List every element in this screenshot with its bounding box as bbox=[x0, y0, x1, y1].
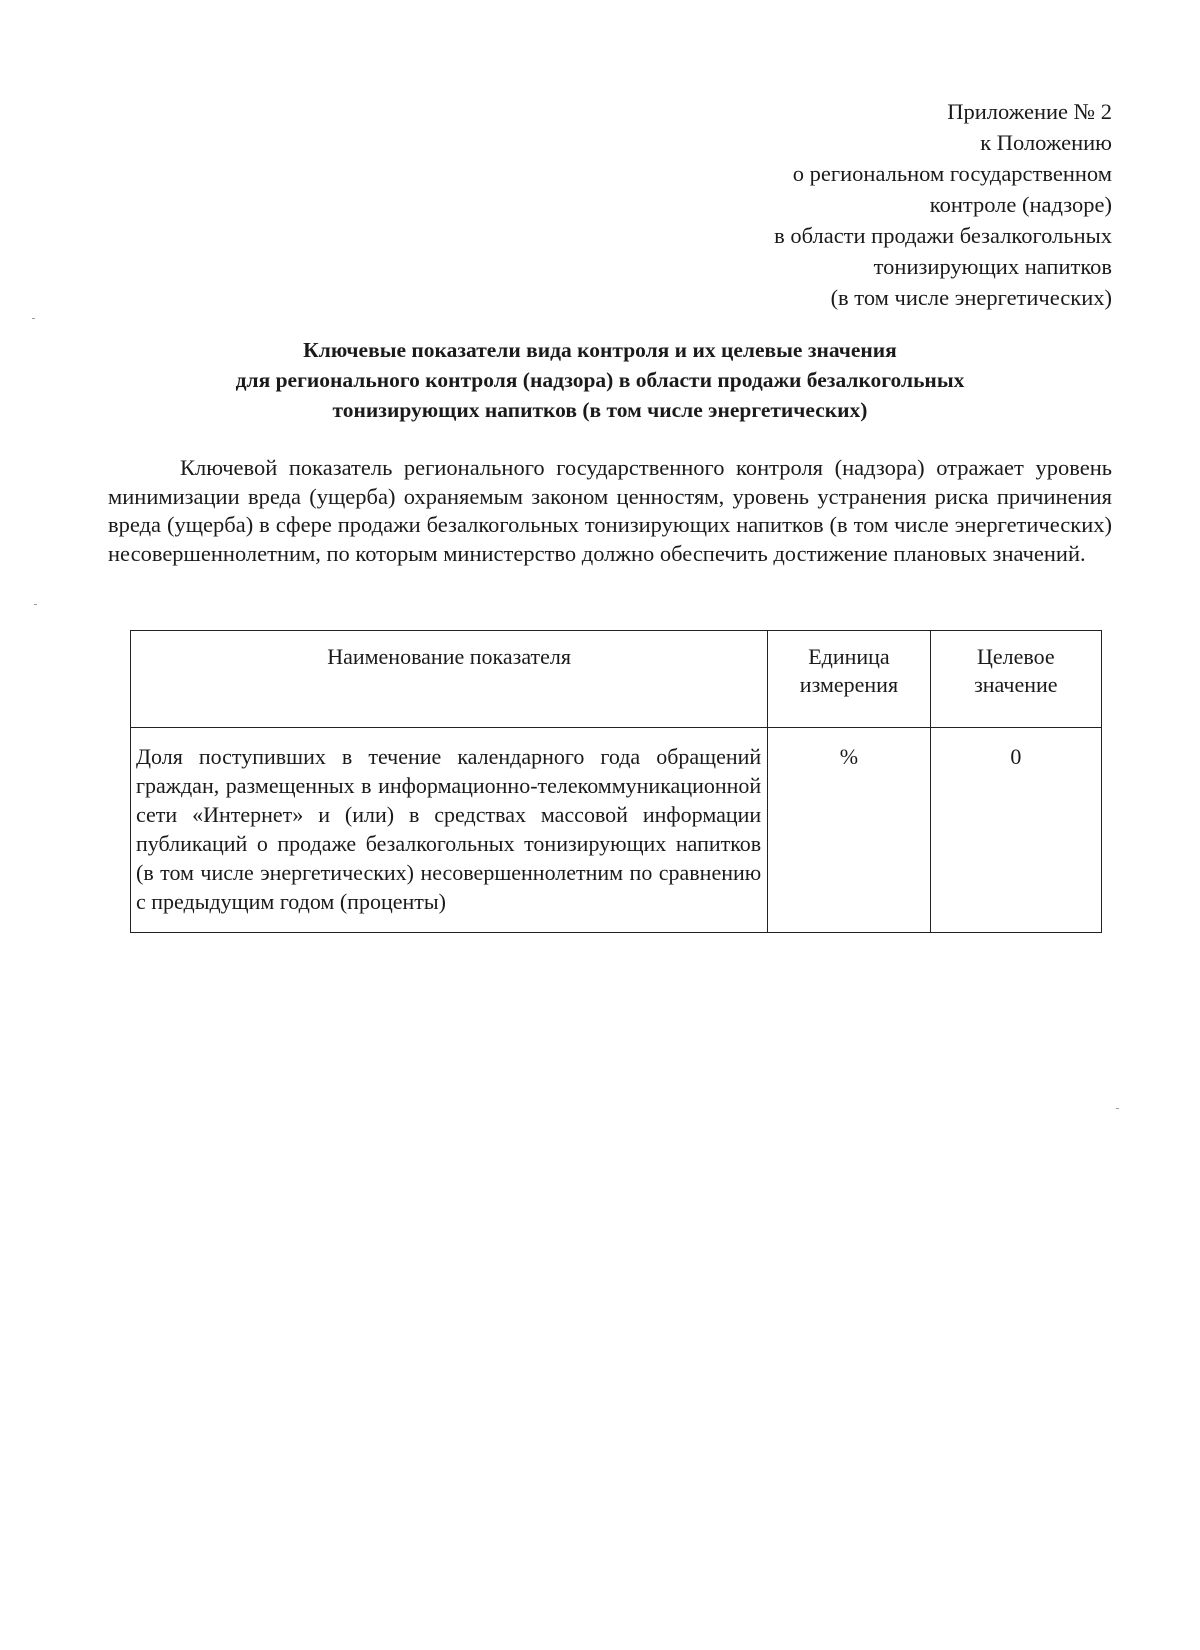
indicator-name-cell: Доля поступивших в течение календарного года обращений граждан, размещенных в информационно-телекоммуникационной сети «Интернет» и (или) в средствах массовой информации публикаций о продаже безалкогольных тонизирующих напитков (в том числе энергетических) несовершеннолетним по сравнению с предыдущим годом (проценты) bbox=[131, 728, 768, 933]
table-header-row bbox=[131, 631, 1102, 728]
scan-artifact bbox=[1116, 1108, 1119, 1109]
appendix-line: контроле (надзоре) bbox=[929, 192, 1112, 217]
target-value-cell: 0 bbox=[930, 728, 1101, 933]
document-title bbox=[100, 335, 1100, 425]
title-line: для регионального контроля (надзора) в области продажи безалкогольных bbox=[235, 368, 965, 392]
table-row bbox=[131, 728, 1102, 933]
indicators-table bbox=[130, 630, 1102, 933]
unit-cell: % bbox=[768, 728, 930, 933]
header-indicator-name: Наименование показателя bbox=[131, 631, 768, 728]
appendix-line: в области продажи безалкогольных bbox=[774, 223, 1112, 248]
appendix-line: к Положению bbox=[980, 130, 1112, 155]
header-unit: Единица измерения bbox=[768, 631, 930, 728]
appendix-line: Приложение № 2 bbox=[947, 99, 1112, 124]
title-line: тонизирующих напитков (в том числе энергетических) bbox=[332, 398, 868, 422]
intro-paragraph: Ключевой показатель регионального государственного контроля (надзора) отражает уровень минимизации вреда (ущерба) охраняемым законом ценностям, уровень устранения риска причинения вреда (ущерба) в сфере продажи безалкогольных тонизирующих напитков (в том числе энергетических) несовершеннолетним, по которым министерство должно обеспечить достижение плановых значений. bbox=[108, 455, 1112, 566]
appendix-line: (в том числе энергетических) bbox=[830, 285, 1112, 310]
scan-artifact bbox=[34, 604, 37, 605]
appendix-reference bbox=[774, 96, 1112, 313]
appendix-line: тонизирующих напитков bbox=[873, 254, 1112, 279]
appendix-line: о региональном государственном bbox=[792, 161, 1112, 186]
header-target-value: Целевое значение bbox=[930, 631, 1101, 728]
title-line: Ключевые показатели вида контроля и их целевые значения bbox=[303, 338, 897, 362]
scan-artifact bbox=[32, 318, 35, 319]
